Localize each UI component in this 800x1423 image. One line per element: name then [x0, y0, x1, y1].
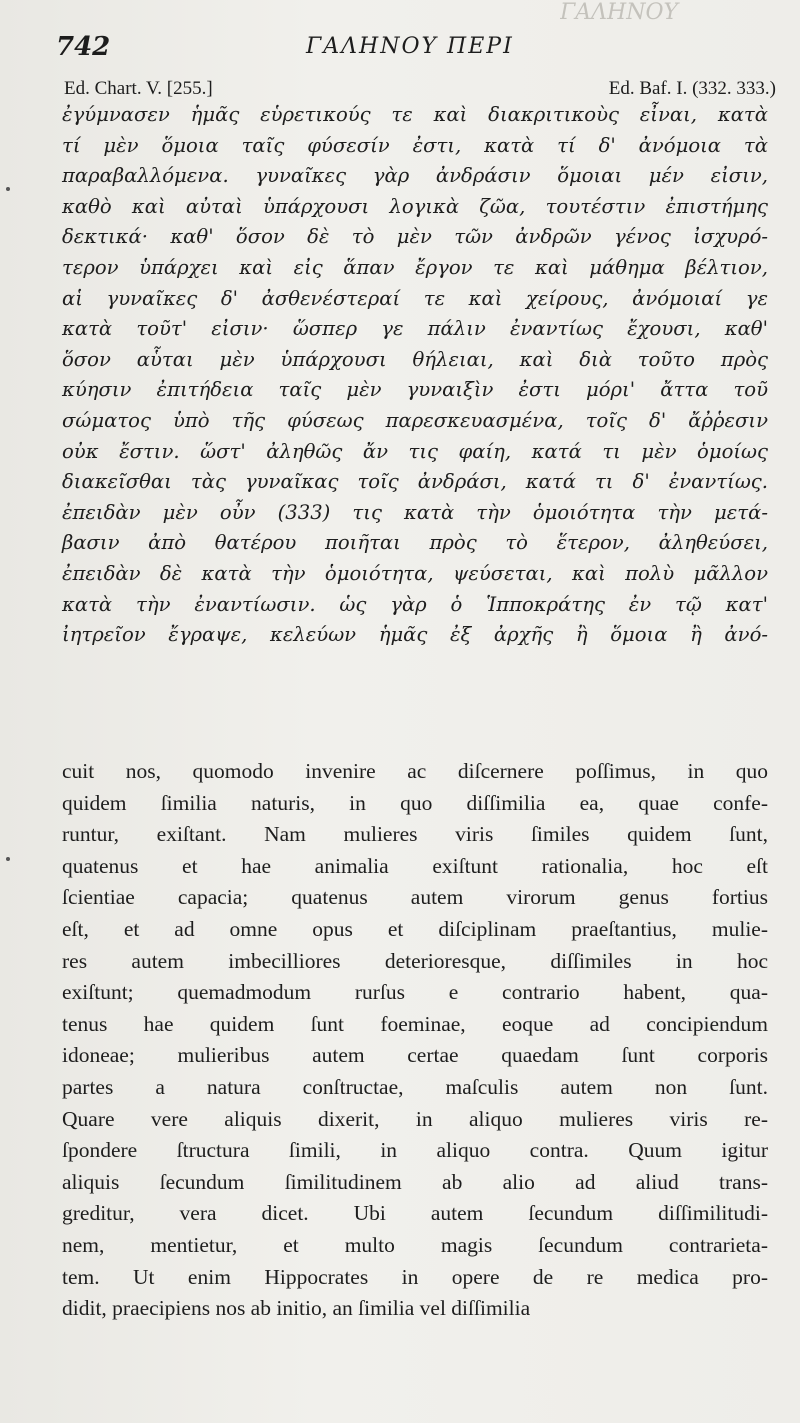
latin-line: ſcientiae capacia; quatenus autem virorum genus fortius: [62, 885, 768, 910]
greek-line: ὅσον αὗται μὲν ὑπάρχουσι θήλειαι, καὶ διὰ τοῦτο πρὸς: [62, 347, 768, 371]
greek-line: βασιν ἀπὸ θατέρου ποιῆται πρὸς τὸ ἕτερον, ἀληθεύσει,: [62, 531, 768, 555]
greek-line: οὐκ ἔστιν. ὥστ' ἀληθῶς ἄν τις φαίη, κατά τι μὲν ὁμοίως: [62, 439, 768, 463]
greek-line: τερον ὑπάρχει καὶ εἰς ἅπαν ἔργον τε καὶ μάθημα βέλτιον,: [62, 255, 768, 279]
greek-line: σώματος ὑπὸ τῆς φύσεως παρεσκευασμένα, τοῖς δ' ἄῤῥεσιν: [62, 408, 768, 432]
latin-line: res autem imbecilliores deterioresque, diſſimiles in hoc: [62, 948, 768, 973]
greek-line: ἐπειδὰν δὲ κατὰ τὴν ὁμοιότητα, ψεύσεται, καὶ πολὺ μᾶλλον: [62, 561, 768, 585]
latin-line: partes a natura conſtructae, maſculis autem non ſunt.: [62, 1074, 768, 1099]
greek-line: παραβαλλόμενα. γυναῖκες γὰρ ἀνδράσιν ὅμοιαι μέν εἰσιν,: [62, 164, 768, 188]
latin-line: didit, praecipiens nos ab initio, an ſimilia vel diſſimilia: [62, 1296, 531, 1321]
latin-line: nem, mentietur, et multo magis ſecundum contrarieta-: [62, 1232, 768, 1257]
running-title: ΓΑΛΗΝΟΥ ΠΕΡΙ: [306, 34, 514, 59]
latin-line: exiſtunt; quemadmodum rurſus e contrario habent, qua-: [62, 980, 768, 1005]
latin-line: eſt, et ad omne opus et diſciplinam praeſtantius, mulie-: [62, 916, 768, 941]
latin-line: tenus hae quidem ſunt foeminae, eoque ad concipiendum: [62, 1011, 768, 1036]
latin-line: Quare vere aliquis dixerit, in aliquo mulieres viris re-: [62, 1106, 768, 1131]
latin-line: tem. Ut enim Hippocrates in opere de re medica pro-: [62, 1264, 768, 1289]
greek-line: ἐπειδὰν μὲν οὖν (333) τις κατὰ τὴν ὁμοιότητα τὴν μετά-: [62, 500, 768, 524]
latin-line: idoneae; mulieribus autem certae quaedam ſunt corporis: [62, 1043, 768, 1068]
greek-line: κύησιν ἐπιτήδεια ταῖς μὲν γυναιξὶν ἐστι μόρι' ἄττα τοῦ: [62, 378, 768, 402]
edition-reference-chartier: Ed. Chart. V. [255.]: [64, 78, 213, 99]
greek-line: αἱ γυναῖκες δ' ἀσθενέστεραί τε καὶ χείρους, ἀνόμοιαί γε: [62, 286, 768, 310]
greek-line: τί μὲν ὅμοια ταῖς φύσεσίν ἐστι, κατὰ τί δ' ἀνόμοια τὰ: [62, 133, 768, 157]
greek-line: ἐγύμνασεν ἡμᾶς εὑρετικούς τε καὶ διακριτικοὺς εἶναι, κατὰ: [62, 103, 768, 126]
margin-speck: [6, 187, 10, 191]
latin-text-block: [62, 756, 768, 1325]
edition-reference-basel: Ed. Baf. I. (332. 333.): [608, 78, 776, 99]
greek-line: κατὰ τοῦτ' εἰσιν· ὥσπερ γε πάλιν ἐναντίως ἔχουσι, καθ': [62, 317, 768, 341]
page-header: [56, 32, 776, 66]
bleed-through-text: ΓΑΛΗΝΟΥ: [560, 0, 679, 25]
greek-line: δεκτικά· καθ' ὅσον δὲ τὸ μὲν τῶν ἀνδρῶν γένος ἰσχυρό-: [62, 225, 768, 249]
latin-line: ſpondere ſtructura ſimili, in aliquo contra. Quum igitur: [62, 1138, 768, 1163]
greek-text-block: [62, 100, 768, 651]
latin-line: aliquis ſecundum ſimilitudinem ab alio ad aliud trans-: [62, 1169, 768, 1194]
margin-speck: [6, 857, 10, 861]
greek-line: διακεῖσθαι τὰς γυναῖκας τοῖς ἀνδράσι, κατά τι δ' ἐναντίως.: [62, 470, 768, 494]
latin-line: quatenus et hae animalia exiſtunt rationalia, hoc eſt: [62, 853, 768, 878]
greek-line: κατὰ τὴν ἐναντίωσιν. ὡς γὰρ ὁ Ἱπποκράτης ἐν τῷ κατ': [62, 592, 768, 616]
latin-line: runtur, exiſtant. Nam mulieres viris ſimiles quidem ſunt,: [62, 822, 768, 847]
greek-line: καθὸ καὶ αὐταὶ ὑπάρχουσι λογικὰ ζῶα, τουτέστιν ἐπιστήμης: [62, 194, 768, 218]
latin-line: quidem ſimilia naturis, in quo diſſimilia ea, quae confe-: [62, 790, 768, 815]
page-number: 742: [56, 32, 111, 62]
greek-line: ἰητρεῖον ἔγραψε, κελεύων ἡμᾶς ἐξ ἀρχῆς ἢ ὅμοια ἢ ἀνό-: [62, 623, 768, 647]
latin-line: cuit nos, quomodo invenire ac diſcernere poſſimus, in quo: [62, 759, 768, 783]
latin-line: greditur, vera dicet. Ubi autem ſecundum diſſimilitudi-: [62, 1201, 768, 1226]
